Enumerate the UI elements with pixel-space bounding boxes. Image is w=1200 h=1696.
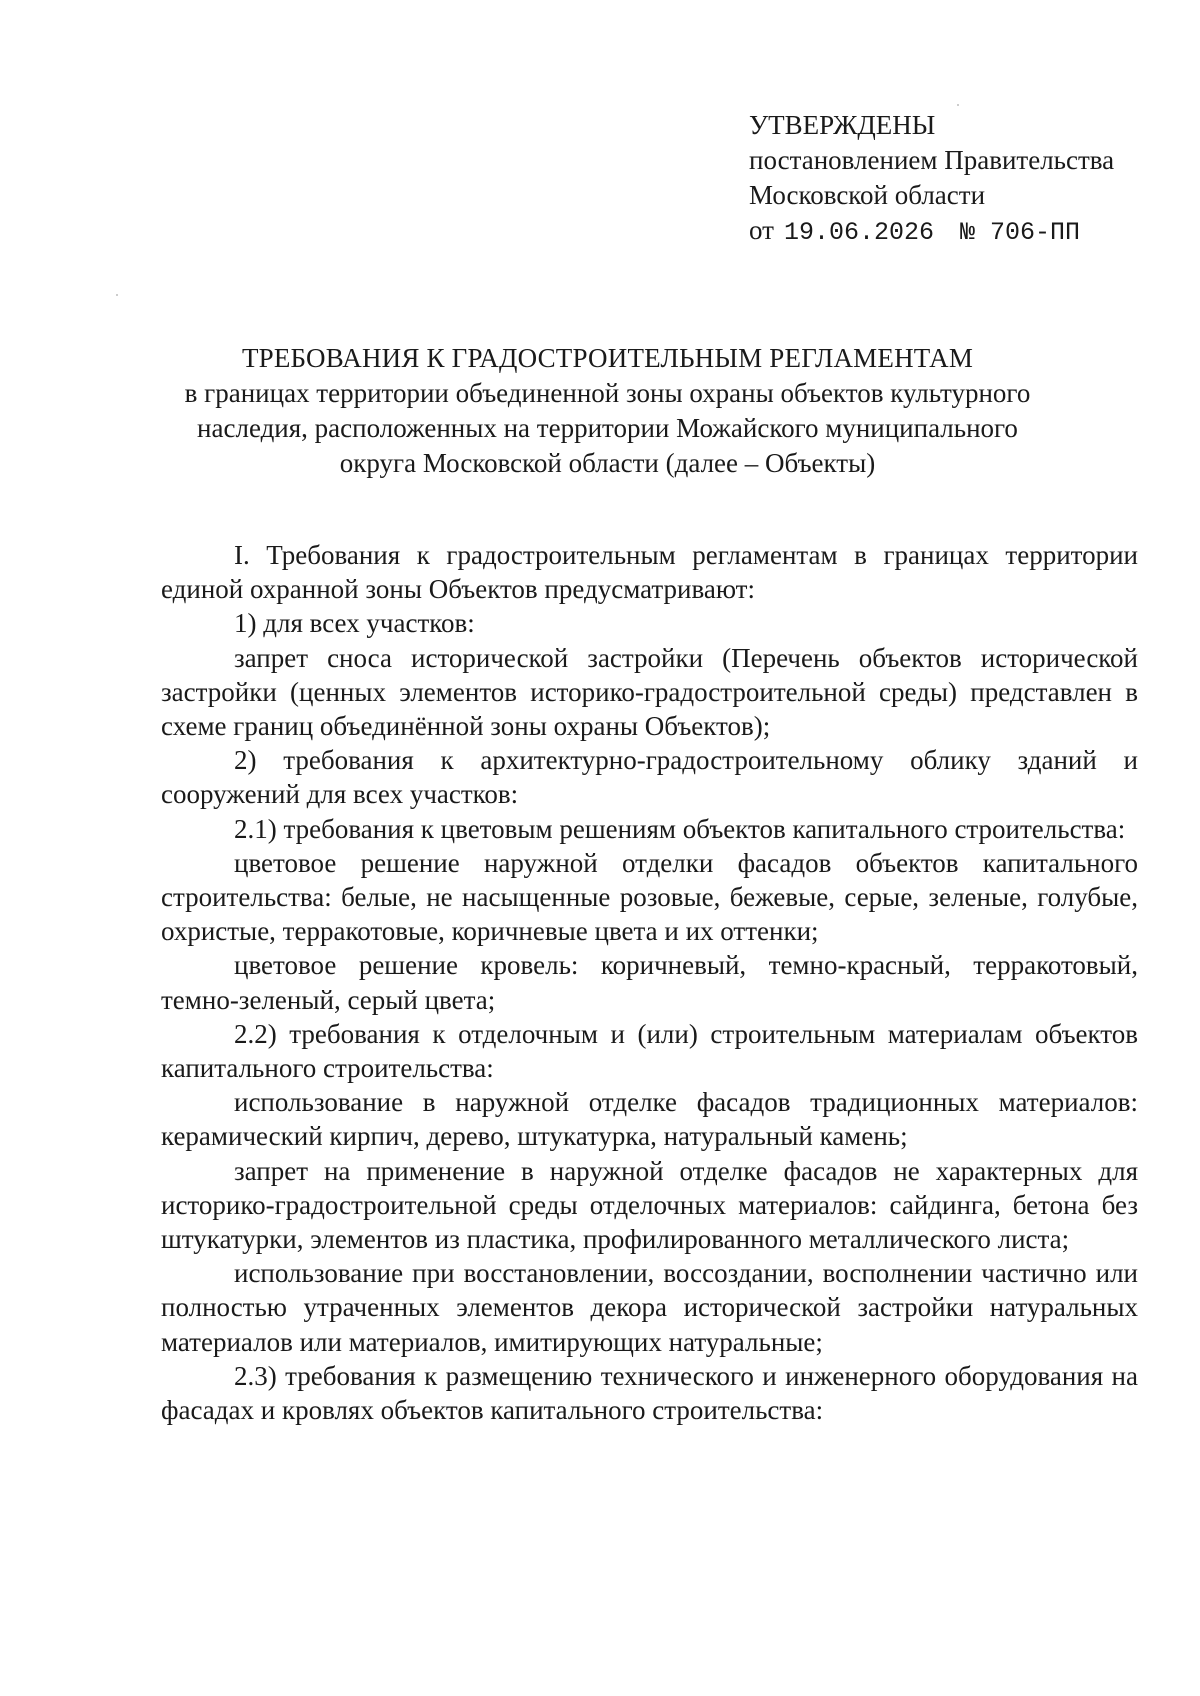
approval-date-prefix: от xyxy=(749,215,774,245)
paragraph: 1) для всех участков: xyxy=(234,608,475,639)
paragraph: запрет сноса исторической застройки (Перечень объектов исторической застройки (ценных элементов историко-градостроительной среды) представлен в схеме границ объединённой зоны охраны Объектов); xyxy=(161,642,1138,742)
approval-number: № 706-ПП xyxy=(959,218,1081,247)
paragraph: запрет на применение в наружной отделке фасадов не характерных для историко-градостроительной среды отделочных материалов: сайдинга, бетона без штукатурки, элементов из пластика, профилированного металлического листа; xyxy=(161,1155,1138,1255)
document-title xyxy=(150,341,1065,481)
approval-date: 19.06.2026 xyxy=(783,218,934,247)
paragraph: 2.3) требования к размещению технического и инженерного оборудования на фасадах и кровлях объектов капитального строительства: xyxy=(161,1360,1138,1426)
paragraph: использование в наружной отделке фасадов традиционных материалов: керамический кирпич, дерево, штукатурка, натуральный камень; xyxy=(161,1087,1138,1152)
paragraph: цветовое решение наружной отделки фасадов объектов капитального строительства: белые, не насыщенные розовые, бежевые, серые, зеленые, голубые, охристые, терракотовые, коричневые цвета и их оттенки; xyxy=(161,847,1138,947)
paragraph: 2) требования к архитектурно-градостроительному облику зданий и сооружений для всех участков: xyxy=(161,745,1138,810)
title-heading: ТРЕБОВАНИЯ К ГРАДОСТРОИТЕЛЬНЫМ РЕГЛАМЕНТАМ xyxy=(241,343,974,373)
approval-date-line xyxy=(749,213,1114,250)
scan-speck xyxy=(116,294,118,296)
approval-heading: УТВЕРЖДЕНЫ xyxy=(749,110,936,140)
title-line-2: наследия, расположенных на территории Можайского муниципального xyxy=(197,413,1018,443)
paragraph: 2.1) требования к цветовым решениям объектов капитального строительства: xyxy=(234,813,1126,844)
approval-line-2: Московской области xyxy=(749,180,986,210)
document-body xyxy=(161,538,1138,1427)
paragraph: I. Требования к градостроительным регламентам в границах территории единой охранной зоны Объектов предусматривают: xyxy=(161,540,1138,605)
approval-line-1: постановлением Правительства xyxy=(749,145,1115,175)
approval-block xyxy=(749,108,1114,250)
title-line-1: в границах территории объединенной зоны охраны объектов культурного xyxy=(184,378,1031,408)
scan-speck xyxy=(957,104,959,106)
paragraph: цветовое решение кровель: коричневый, темно-красный, терракотовый, темно-зеленый, серый цвета; xyxy=(161,950,1138,1015)
paragraph: 2.2) требования к отделочным и (или) строительным материалам объектов капитального строительства: xyxy=(161,1018,1138,1084)
title-line-3: округа Московской области (далее – Объекты) xyxy=(339,448,876,478)
paragraph: использование при восстановлении, воссоздании, восполнении частично или полностью утраченных элементов декора исторической застройки натуральных материалов или материалов, имитирующих натуральные; xyxy=(161,1258,1138,1357)
